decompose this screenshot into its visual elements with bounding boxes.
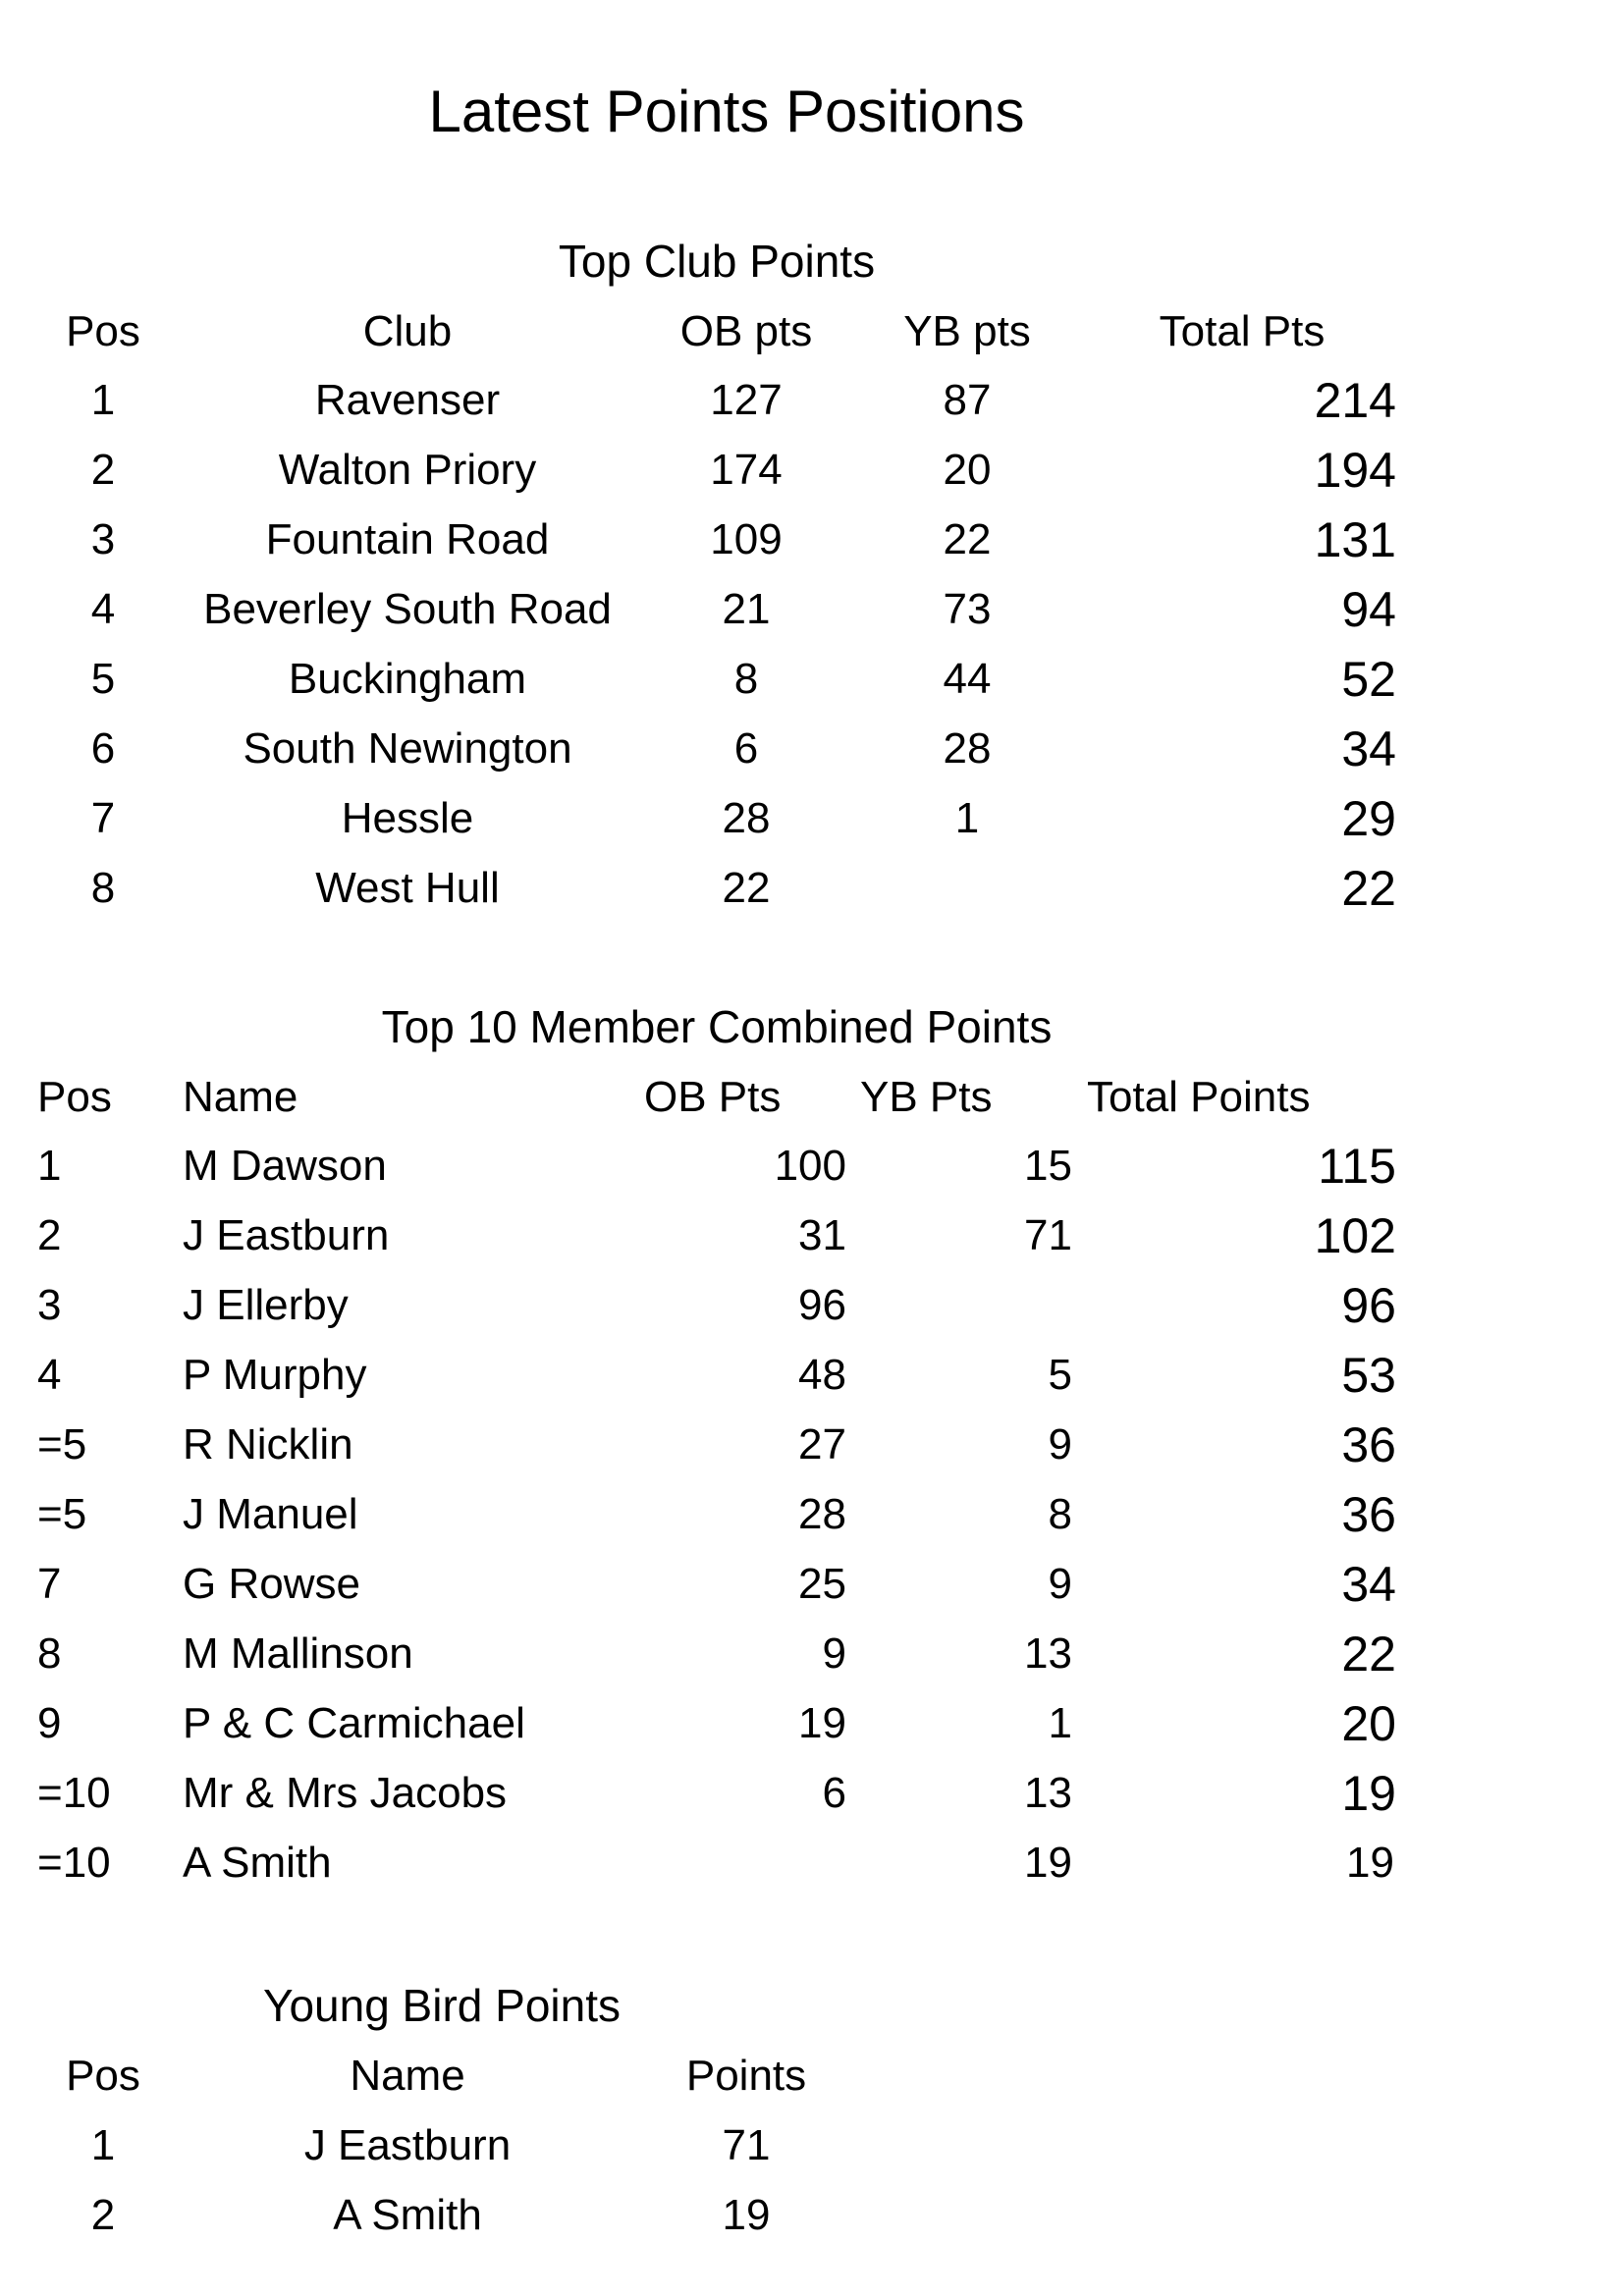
member-yb-cell: 9 [1048, 1560, 1072, 1608]
member-yb-cell: 8 [1048, 1490, 1072, 1538]
club-yb-cell: 1 [954, 794, 980, 842]
member-yb-cell: 13 [1024, 1629, 1072, 1678]
club-club-cell: Walton Priory [278, 446, 537, 494]
club-table-row [0, 720, 1624, 778]
club-total-cell: 52 [1341, 652, 1396, 707]
member-pos-cell: 3 [37, 1281, 62, 1329]
member-pos-cell: 4 [37, 1351, 62, 1399]
member-name-cell: P Murphy [183, 1351, 367, 1399]
member-table-title: Top 10 Member Combined Points [381, 1001, 1053, 1052]
club-total-cell: Total Pts [1159, 307, 1326, 355]
club-total-cell: 214 [1314, 373, 1396, 428]
club-total-cell: 34 [1341, 721, 1396, 776]
club-club-cell: Hessle [341, 794, 474, 842]
member-ob-cell: 6 [822, 1769, 846, 1817]
club-club-cell: Fountain Road [265, 515, 550, 563]
club-header-row [0, 302, 1624, 361]
club-club-cell: Buckingham [288, 655, 527, 703]
member-name-cell: Mr & Mrs Jacobs [183, 1769, 508, 1817]
member-pos-cell: 8 [37, 1629, 62, 1678]
club-pos-cell: 6 [90, 724, 116, 773]
club-table-row [0, 859, 1624, 918]
club-yb-cell: 28 [943, 724, 992, 773]
member-yb-cell: YB Pts [860, 1073, 993, 1121]
club-ob-cell: 127 [710, 376, 783, 424]
club-ob-cell: 21 [722, 585, 771, 633]
club-pos-cell: 8 [90, 864, 116, 912]
member-table-row [0, 1694, 1624, 1753]
member-table-row [0, 1764, 1624, 1823]
member-pos-cell: =5 [37, 1420, 87, 1468]
member-pos-cell: 7 [37, 1560, 62, 1608]
member-total-cell: 34 [1341, 1557, 1396, 1612]
member-name-cell: R Nicklin [183, 1420, 353, 1468]
member-table-row [0, 1206, 1624, 1265]
member-table-row [0, 1834, 1624, 1893]
young-bird-table-row [0, 2186, 1624, 2245]
young-bird-pos-cell: 1 [90, 2121, 116, 2169]
club-total-cell: 29 [1341, 791, 1396, 846]
club-pos-cell: 3 [90, 515, 116, 563]
club-club-cell: West Hull [315, 864, 500, 912]
young-bird-name-cell: A Smith [333, 2191, 482, 2239]
member-table-row [0, 1485, 1624, 1544]
member-total-cell: 36 [1341, 1487, 1396, 1542]
member-total-cell: 19 [1346, 1839, 1394, 1887]
member-ob-cell: OB Pts [644, 1073, 782, 1121]
member-table-row [0, 1415, 1624, 1474]
member-name-cell: M Mallinson [183, 1629, 413, 1678]
club-club-cell: Beverley South Road [203, 585, 612, 633]
club-pos-cell: 4 [90, 585, 116, 633]
member-ob-cell: 25 [798, 1560, 846, 1608]
club-pos-cell: 1 [90, 376, 116, 424]
member-total-cell: 115 [1318, 1139, 1396, 1194]
member-ob-cell: 96 [798, 1281, 846, 1329]
young-bird-name-cell: Name [350, 2052, 465, 2100]
club-table-row [0, 441, 1624, 500]
member-ob-cell: 100 [774, 1142, 846, 1190]
member-ob-cell: 28 [798, 1490, 846, 1538]
member-pos-cell: =10 [37, 1839, 111, 1887]
club-ob-cell: 22 [722, 864, 771, 912]
young-bird-pos-cell: 2 [90, 2191, 116, 2239]
member-name-cell: Name [183, 1073, 298, 1121]
member-yb-cell: 19 [1024, 1839, 1072, 1887]
club-table-row [0, 580, 1624, 639]
member-table-row [0, 1555, 1624, 1614]
member-header-row [0, 1068, 1624, 1127]
club-ob-cell: OB pts [679, 307, 813, 355]
member-yb-cell: 13 [1024, 1769, 1072, 1817]
young-bird-points-cell: Points [685, 2052, 807, 2100]
member-pos-cell: =10 [37, 1769, 111, 1817]
member-yb-cell: 71 [1024, 1211, 1072, 1259]
member-total-cell: Total Points [1087, 1073, 1311, 1121]
member-table-row [0, 1346, 1624, 1405]
club-ob-cell: 109 [710, 515, 783, 563]
young-bird-name-cell: J Eastburn [303, 2121, 512, 2169]
member-total-cell: 20 [1341, 1696, 1396, 1751]
member-total-cell: 53 [1341, 1348, 1396, 1403]
member-table-row [0, 1276, 1624, 1335]
club-yb-cell: 87 [943, 376, 992, 424]
member-yb-cell: 1 [1048, 1699, 1072, 1747]
member-total-cell: 36 [1341, 1417, 1396, 1472]
member-total-cell: 22 [1341, 1627, 1396, 1682]
young-bird-points-cell: 71 [722, 2121, 771, 2169]
member-ob-cell: 48 [798, 1351, 846, 1399]
member-name-cell: J Eastburn [183, 1211, 390, 1259]
member-yb-cell: 5 [1048, 1351, 1072, 1399]
club-yb-cell: 44 [943, 655, 992, 703]
club-club-cell: Ravenser [314, 376, 501, 424]
club-club-cell: Club [362, 307, 453, 355]
club-pos-cell: 7 [90, 794, 116, 842]
young-bird-points-cell: 19 [722, 2191, 771, 2239]
member-pos-cell: 2 [37, 1211, 62, 1259]
member-total-cell: 96 [1341, 1278, 1396, 1333]
member-name-cell: J Manuel [183, 1490, 358, 1538]
member-ob-cell: 31 [798, 1211, 846, 1259]
member-name-cell: J Ellerby [183, 1281, 349, 1329]
member-ob-cell: 9 [822, 1629, 846, 1678]
club-table-row [0, 371, 1624, 430]
club-total-cell: 22 [1341, 861, 1396, 916]
member-yb-cell: 9 [1048, 1420, 1072, 1468]
club-table-row [0, 789, 1624, 848]
club-ob-cell: 28 [722, 794, 771, 842]
club-ob-cell: 174 [710, 446, 783, 494]
club-table-title: Top Club Points [558, 236, 876, 287]
club-pos-cell: 2 [90, 446, 116, 494]
member-ob-cell: 19 [798, 1699, 846, 1747]
member-pos-cell: 9 [37, 1699, 62, 1747]
club-pos-cell: 5 [90, 655, 116, 703]
young-bird-header-row [0, 2047, 1624, 2106]
club-ob-cell: 6 [733, 724, 759, 773]
club-total-cell: 131 [1314, 512, 1396, 567]
member-ob-cell: 27 [798, 1420, 846, 1468]
member-total-cell: 19 [1341, 1766, 1396, 1821]
member-table-row [0, 1625, 1624, 1683]
club-total-cell: 94 [1341, 582, 1396, 637]
club-pos-cell: Pos [66, 307, 140, 355]
member-total-cell: 102 [1314, 1208, 1396, 1263]
page-title: Latest Points Positions [428, 79, 1025, 144]
young-bird-pos-cell: Pos [66, 2052, 140, 2100]
young-bird-table-row [0, 2116, 1624, 2175]
club-table-row [0, 510, 1624, 569]
member-pos-cell: =5 [37, 1490, 87, 1538]
member-name-cell: P & C Carmichael [183, 1699, 525, 1747]
club-ob-cell: 8 [733, 655, 759, 703]
club-club-cell: South Newington [243, 724, 572, 773]
club-yb-cell: 22 [943, 515, 992, 563]
club-yb-cell: YB pts [903, 307, 1031, 355]
member-table-row [0, 1137, 1624, 1196]
member-name-cell: M Dawson [183, 1142, 387, 1190]
club-table-row [0, 650, 1624, 709]
member-name-cell: A Smith [183, 1839, 332, 1887]
club-yb-cell: 20 [943, 446, 992, 494]
member-name-cell: G Rowse [183, 1560, 360, 1608]
young-bird-table-title: Young Bird Points [262, 1980, 621, 2031]
club-yb-cell: 73 [943, 585, 992, 633]
club-total-cell: 194 [1314, 443, 1396, 498]
member-pos-cell: 1 [37, 1142, 62, 1190]
member-pos-cell: Pos [37, 1073, 112, 1121]
member-yb-cell: 15 [1024, 1142, 1072, 1190]
